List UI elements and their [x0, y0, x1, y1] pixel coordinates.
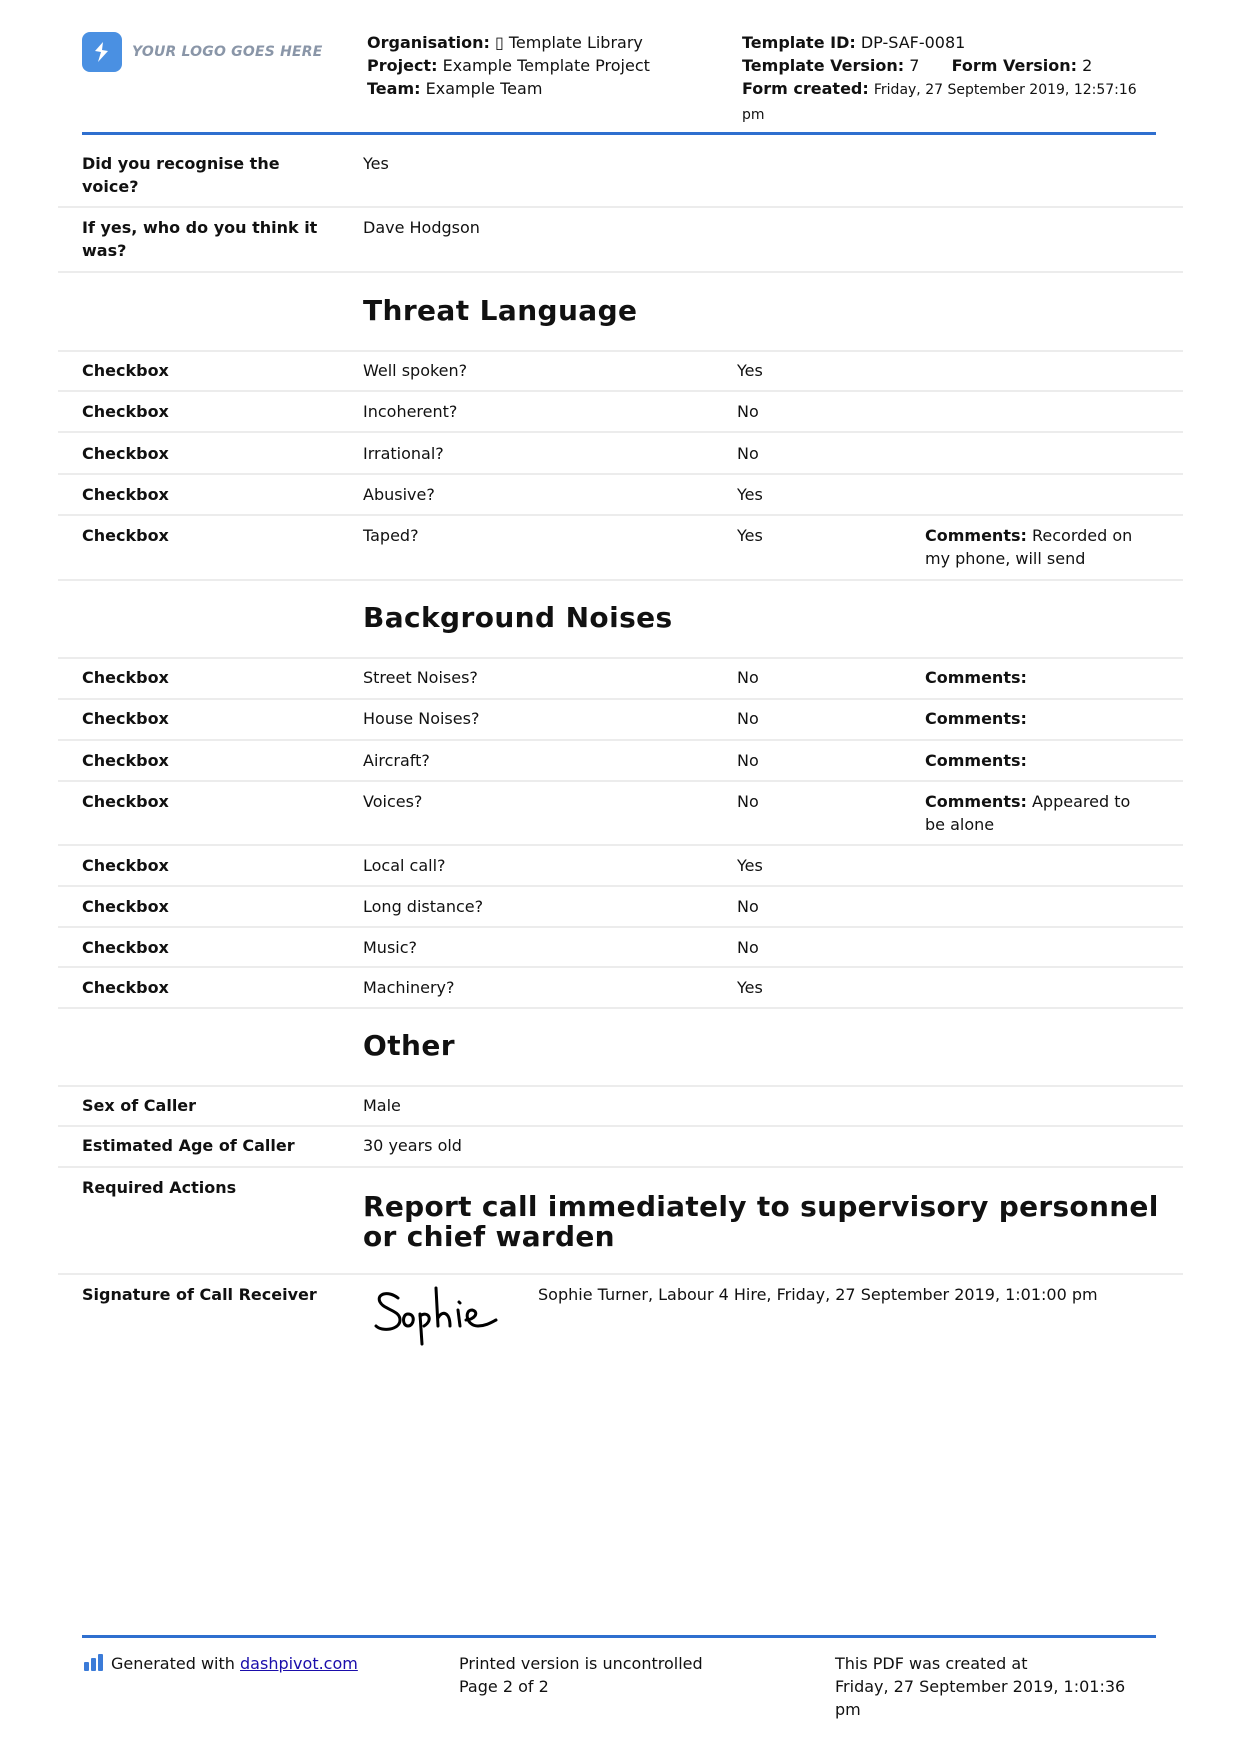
- threat-row-comment: [925, 524, 1155, 570]
- comments-label: Comments:: [925, 709, 1027, 728]
- sex-of-caller-label: Sex of Caller: [82, 1096, 197, 1115]
- noise-row-answer: No: [737, 792, 759, 811]
- team-value: Example Team: [425, 79, 543, 98]
- header-template-block: [742, 31, 1162, 127]
- row-divider: [58, 657, 1183, 659]
- noise-row-type: Checkbox: [82, 938, 169, 957]
- comments-label: Comments:: [925, 668, 1027, 687]
- comments-label: Comments:: [925, 792, 1027, 811]
- noise-row-question: Machinery?: [363, 978, 455, 997]
- threat-row-type: Checkbox: [82, 402, 169, 421]
- header-org-block: [367, 31, 727, 100]
- row-divider: [58, 271, 1183, 273]
- noise-row-type: Checkbox: [82, 668, 169, 687]
- noise-row-question: Long distance?: [363, 897, 484, 916]
- noise-row-question: Music?: [363, 938, 418, 957]
- signature-details: Sophie Turner, Labour 4 Hire, Friday, 27 September 2019, 1:01:00 pm: [538, 1285, 1098, 1304]
- footer-print-info: [459, 1652, 703, 1698]
- row-divider: [58, 473, 1183, 475]
- row-divider: [58, 1273, 1183, 1275]
- row-divider: [58, 206, 1183, 208]
- footer-divider: [82, 1635, 1156, 1638]
- comments-text: Recorded on my phone, will send: [925, 526, 1133, 568]
- noise-row-type: Checkbox: [82, 751, 169, 770]
- recognise-voice-value: Yes: [363, 154, 389, 173]
- sex-of-caller-value: Male: [363, 1096, 401, 1115]
- template-version-value: 7: [909, 56, 920, 75]
- row-divider: [58, 1007, 1183, 1009]
- noise-row-question: Voices?: [363, 792, 423, 811]
- dashpivot-logo-icon: [84, 1654, 103, 1671]
- noise-row-type: Checkbox: [82, 792, 169, 811]
- row-divider: [58, 1125, 1183, 1127]
- team-label: Team:: [367, 79, 421, 98]
- comments-label: Comments:: [925, 526, 1027, 545]
- threat-row-answer: Yes: [737, 526, 763, 545]
- row-divider: [58, 844, 1183, 846]
- row-divider: [58, 514, 1183, 516]
- row-divider: [58, 431, 1183, 433]
- threat-language-heading: Threat Language: [363, 294, 638, 327]
- noise-row-question: Aircraft?: [363, 751, 430, 770]
- row-divider: [58, 926, 1183, 928]
- noise-row-type: Checkbox: [82, 856, 169, 875]
- row-divider: [58, 698, 1183, 700]
- form-version-label: Form Version:: [951, 56, 1078, 75]
- uncontrolled-notice: Printed version is uncontrolled: [459, 1654, 703, 1673]
- organisation-value: ▯ Template Library: [494, 33, 643, 52]
- header-divider: [82, 132, 1156, 135]
- threat-row-type: Checkbox: [82, 361, 169, 380]
- noise-row-answer: No: [737, 938, 759, 957]
- noise-row-type: Checkbox: [82, 897, 169, 916]
- threat-row-answer: Yes: [737, 361, 763, 380]
- threat-row-question: Taped?: [363, 526, 419, 545]
- required-actions-label: Required Actions: [82, 1178, 237, 1197]
- comments-label: Comments:: [925, 751, 1027, 770]
- noise-row-comment: [925, 790, 1155, 836]
- other-heading: Other: [363, 1029, 455, 1062]
- threat-row-answer: Yes: [737, 485, 763, 504]
- threat-row-question: Irrational?: [363, 444, 444, 463]
- row-divider: [58, 780, 1183, 782]
- noise-row-answer: No: [737, 668, 759, 687]
- signature-label: Signature of Call Receiver: [82, 1285, 317, 1304]
- form-version-value: 2: [1082, 56, 1093, 75]
- row-divider: [58, 579, 1183, 581]
- noise-row-question: House Noises?: [363, 709, 480, 728]
- template-version-label: Template Version:: [742, 56, 905, 75]
- row-divider: [58, 885, 1183, 887]
- threat-row-question: Incoherent?: [363, 402, 458, 421]
- who-was-it-value: Dave Hodgson: [363, 218, 480, 237]
- noise-row-question: Local call?: [363, 856, 446, 875]
- signature-image: [370, 1280, 510, 1350]
- project-label: Project:: [367, 56, 438, 75]
- comments-text: Appeared to be alone: [925, 792, 1131, 834]
- noise-row-answer: Yes: [737, 856, 763, 875]
- row-divider: [58, 1085, 1183, 1087]
- recognise-voice-label: Did you recognise the voice?: [82, 154, 280, 196]
- generated-prefix: Generated with: [111, 1654, 235, 1673]
- pdf-created-label: This PDF was created at: [835, 1654, 1028, 1673]
- who-was-it-label: If yes, who do you think it was?: [82, 218, 318, 260]
- footer-generated: [84, 1652, 358, 1675]
- threat-row-question: Abusive?: [363, 485, 435, 504]
- footer-created-info: [835, 1652, 1155, 1721]
- noise-row-comment: [925, 749, 1155, 772]
- threat-row-answer: No: [737, 402, 759, 421]
- row-divider: [58, 350, 1183, 352]
- noise-row-type: Checkbox: [82, 978, 169, 997]
- threat-row-type: Checkbox: [82, 526, 169, 545]
- background-noises-heading: Background Noises: [363, 601, 673, 634]
- threat-row-question: Well spoken?: [363, 361, 468, 380]
- row-divider: [58, 966, 1183, 968]
- noise-row-answer: No: [737, 897, 759, 916]
- row-divider: [58, 739, 1183, 741]
- age-of-caller-label: Estimated Age of Caller: [82, 1136, 295, 1155]
- pdf-created-date: Friday, 27 September 2019, 1:01:36 pm: [835, 1677, 1126, 1719]
- required-actions-value: Report call immediately to supervisory personnel or chief warden: [363, 1190, 1159, 1253]
- row-divider: [58, 390, 1183, 392]
- threat-row-answer: No: [737, 444, 759, 463]
- form-created-label: Form created:: [742, 79, 869, 98]
- noise-row-answer: No: [737, 751, 759, 770]
- company-logo: [82, 32, 323, 72]
- row-divider: [58, 1166, 1183, 1168]
- form-created-value: Friday, 27 September 2019, 12:57:16 pm: [742, 82, 1137, 123]
- logo-text: YOUR LOGO GOES HERE: [132, 44, 323, 60]
- organisation-label: Organisation:: [367, 33, 490, 52]
- noise-row-comment: [925, 707, 1155, 730]
- noise-row-type: Checkbox: [82, 709, 169, 728]
- logo-badge-icon: [82, 32, 122, 72]
- threat-row-type: Checkbox: [82, 485, 169, 504]
- noise-row-answer: Yes: [737, 978, 763, 997]
- page-number: Page 2 of 2: [459, 1677, 549, 1696]
- dashpivot-link[interactable]: dashpivot.com: [240, 1654, 358, 1673]
- project-value: Example Template Project: [442, 56, 650, 75]
- age-of-caller-value: 30 years old: [363, 1136, 462, 1155]
- template-id-value: DP-SAF-0081: [860, 33, 966, 52]
- threat-row-type: Checkbox: [82, 444, 169, 463]
- noise-row-question: Street Noises?: [363, 668, 478, 687]
- noise-row-answer: No: [737, 709, 759, 728]
- noise-row-comment: [925, 666, 1155, 689]
- template-id-label: Template ID:: [742, 33, 856, 52]
